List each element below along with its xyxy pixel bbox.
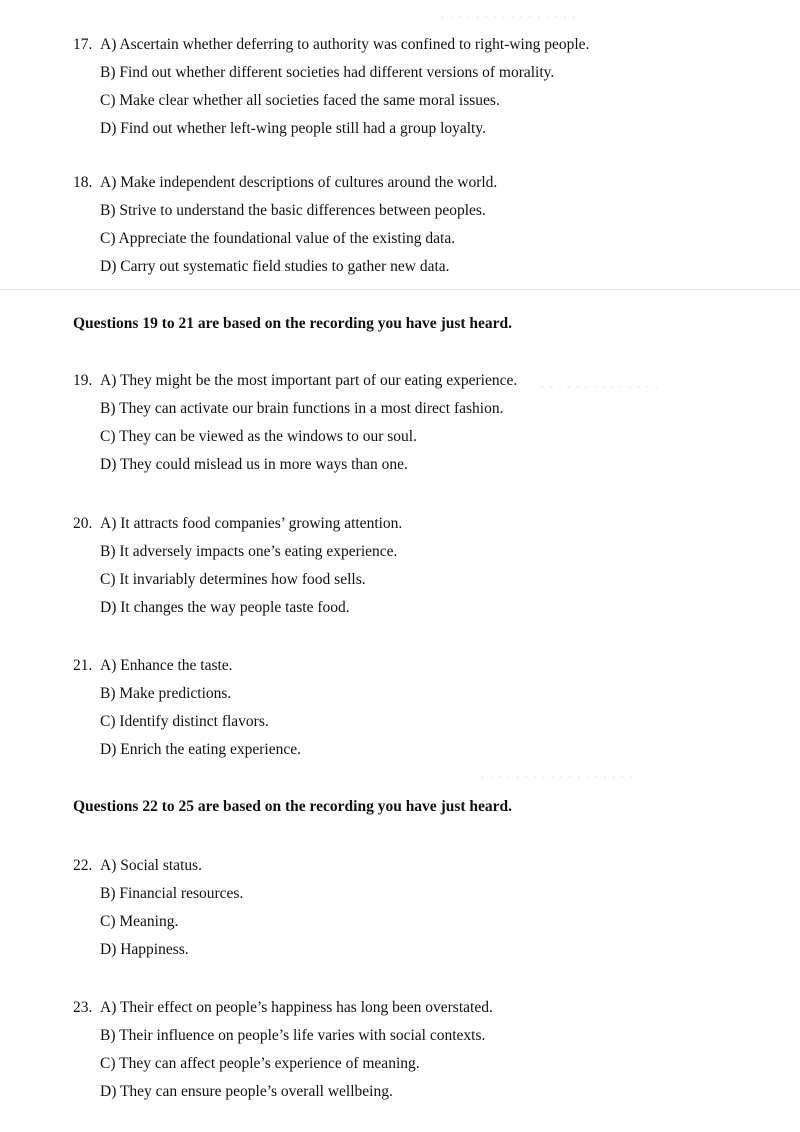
- question-21-option-b: B) Make predictions.: [100, 685, 232, 702]
- question-22-option-b: B) Financial resources.: [100, 885, 244, 902]
- question-21-option-a: [73, 652, 301, 680]
- question-22-option-a: [73, 852, 243, 880]
- page-fold-line: [0, 289, 800, 290]
- bleed-through-text: · · · · · · · · · · · · · · · ·: [440, 10, 577, 26]
- question-17-option-c: C) Make clear whether all societies faced the same moral issues.: [100, 92, 500, 109]
- question-22-option-d: D) Happiness.: [100, 941, 189, 958]
- question-20-option-a: [73, 510, 402, 538]
- question-19-option-c: C) They can be viewed as the windows to our soul.: [100, 428, 417, 445]
- question-21-option-d: D) Enrich the eating experience.: [100, 741, 301, 758]
- question-19-option-b: B) They can activate our brain functions in a most direct fashion.: [100, 400, 504, 417]
- question-number: 23.: [73, 999, 93, 1016]
- question-23-option-d: D) They can ensure people’s overall wellbeing.: [100, 1083, 393, 1100]
- question-18-option-c: C) Appreciate the foundational value of the existing data.: [100, 230, 456, 247]
- question-21-option-c: C) Identify distinct flavors.: [100, 713, 269, 730]
- question-21: [73, 652, 301, 764]
- section-heading-19-21: Questions 19 to 21 are based on the recording you have just heard.: [73, 315, 513, 332]
- question-23: [73, 994, 493, 1106]
- question-18-option-a: [73, 169, 497, 197]
- section-heading-22-25: Questions 22 to 25 are based on the recording you have just heard.: [73, 798, 513, 815]
- question-17: [73, 31, 589, 143]
- question-number: 17.: [73, 36, 93, 53]
- option-text: A) It attracts food companies’ growing attention.: [100, 515, 403, 532]
- question-number: 20.: [73, 515, 93, 532]
- question-19-option-a: [73, 367, 517, 395]
- question-17-option-d: D) Find out whether left-wing people still had a group loyalty.: [100, 120, 486, 137]
- question-17-option-b: B) Find out whether different societies had different versions of morality.: [100, 64, 555, 81]
- bleed-through-text: · · · · · · · · · · · · · · · · · ·: [480, 770, 634, 786]
- question-20-option-c: C) It invariably determines how food sells.: [100, 571, 366, 588]
- option-text: A) They might be the most important part of our eating experience.: [100, 372, 518, 389]
- option-text: A) Social status.: [100, 857, 203, 874]
- option-text: A) Enhance the taste.: [100, 657, 233, 674]
- question-18-option-d: D) Carry out systematic field studies to gather new data.: [100, 258, 450, 275]
- question-23-option-a: [73, 994, 493, 1022]
- question-number: 21.: [73, 657, 93, 674]
- question-20: [73, 510, 402, 622]
- question-20-option-d: D) It changes the way people taste food.: [100, 599, 350, 616]
- question-19: [73, 367, 517, 479]
- question-22-option-c: C) Meaning.: [100, 913, 179, 930]
- question-20-option-b: B) It adversely impacts one’s eating experience.: [100, 543, 398, 560]
- option-text: A) Their effect on people’s happiness has long been overstated.: [100, 999, 493, 1016]
- question-18-option-b: B) Strive to understand the basic differences between peoples.: [100, 202, 486, 219]
- question-17-option-a: [73, 31, 589, 59]
- option-text: A) Make independent descriptions of cultures around the world.: [100, 174, 498, 191]
- bleed-through-text: · · · · · · · · · · · · · ·: [540, 380, 659, 396]
- question-number: 22.: [73, 857, 93, 874]
- question-23-option-c: C) They can affect people’s experience of meaning.: [100, 1055, 420, 1072]
- option-text: A) Ascertain whether deferring to authority was confined to right-wing people.: [100, 36, 590, 53]
- question-18: [73, 169, 497, 281]
- question-number: 18.: [73, 174, 93, 191]
- question-19-option-d: D) They could mislead us in more ways than one.: [100, 456, 408, 473]
- question-22: [73, 852, 243, 964]
- question-23-option-b: B) Their influence on people’s life varies with social contexts.: [100, 1027, 486, 1044]
- question-number: 19.: [73, 372, 93, 389]
